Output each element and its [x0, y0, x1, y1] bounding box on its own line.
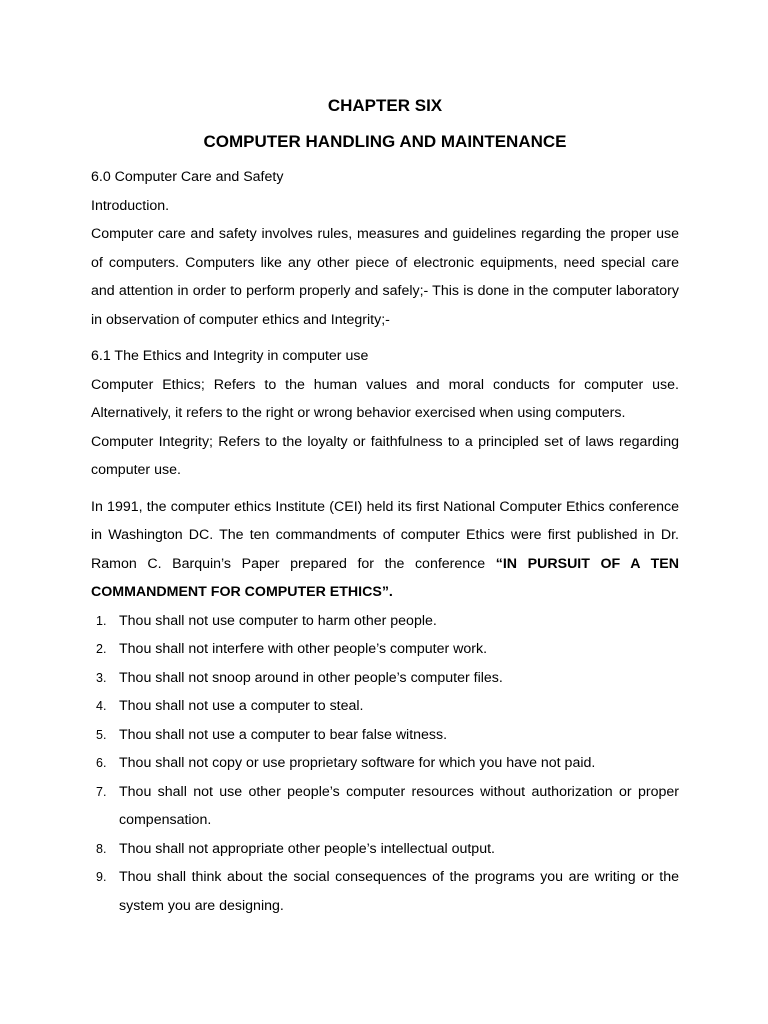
- list-item-text: Thou shall not interfere with other people’s computer work.: [119, 641, 488, 657]
- list-item: [91, 863, 679, 920]
- list-item: [91, 635, 679, 664]
- list-item-number: 1.: [96, 613, 107, 628]
- list-item-number: 2.: [96, 642, 107, 656]
- introduction-paragraph: Computer care and safety involves rules, measures and guidelines regarding the proper use of computers. Computers like any other piece of electronic equipments, need special care and attention in order to perform properly and safely;- This is done in the computer laboratory in observation of computer ethics and Integrity;-: [91, 226, 679, 328]
- section-heading-6-0: 6.0 Computer Care and Safety: [91, 169, 284, 185]
- list-item: [91, 664, 679, 693]
- list-item-number: 6.: [96, 756, 107, 770]
- commandments-list: [91, 607, 679, 921]
- list-item-text: Thou shall not use other people’s computer resources without authorization or proper compensation.: [119, 783, 679, 828]
- list-item-number: 7.: [96, 784, 107, 799]
- list-item: [91, 778, 679, 835]
- list-item: [91, 607, 679, 636]
- list-item: [91, 835, 679, 864]
- chapter-title: CHAPTER SIX: [327, 96, 443, 115]
- computer-integrity-paragraph: Computer Integrity; Refers to the loyalty or faithfulness to a principled set of laws regarding computer use.: [91, 433, 679, 478]
- list-item-text: Thou shall not appropriate other people’s intellectual output.: [119, 840, 495, 857]
- list-item: [91, 721, 679, 750]
- list-item-number: 4.: [96, 699, 107, 713]
- list-item-number: 3.: [96, 670, 107, 685]
- list-item-text: Thou shall think about the social consequences of the programs you are writing or the system you are designing.: [119, 869, 679, 914]
- list-item-number: 9.: [96, 870, 107, 884]
- history-bold-title: “IN PURSUIT OF A TEN COMMANDMENT FOR COMPUTER ETHICS”.: [91, 555, 679, 600]
- computer-ethics-paragraph: Computer Ethics; Refers to the human values and moral conducts for computer use. Alternatively, it refers to the right or wrong behavior exercised when using computers.: [91, 376, 679, 421]
- list-item-text: Thou shall not snoop around in other people’s computer files.: [119, 669, 503, 686]
- history-text: In 1991, the computer ethics Institute (CEI) held its first National Computer Ethics conference in Washington DC. The ten commandments of computer Ethics were first published in Dr. Ramon C. Barquin’s Paper prepared for the conference: [91, 498, 679, 572]
- history-paragraph: [91, 493, 679, 607]
- list-item-text: Thou shall not use computer to harm other people.: [119, 612, 437, 629]
- list-item-text: Thou shall not use a computer to steal.: [119, 698, 364, 714]
- list-item: [91, 749, 679, 778]
- page-content: [91, 95, 679, 920]
- list-item-text: Thou shall not copy or use proprietary software for which you have not paid.: [119, 755, 596, 771]
- list-item-number: 8.: [96, 841, 107, 856]
- list-item: [91, 692, 679, 721]
- section-heading-6-1: 6.1 The Ethics and Integrity in computer use: [91, 348, 369, 364]
- chapter-subtitle: COMPUTER HANDLING AND MAINTENANCE: [203, 132, 567, 151]
- list-item-text: Thou shall not use a computer to bear false witness.: [119, 726, 448, 743]
- list-item-number: 5.: [96, 727, 107, 742]
- introduction-heading: Introduction.: [91, 197, 170, 214]
